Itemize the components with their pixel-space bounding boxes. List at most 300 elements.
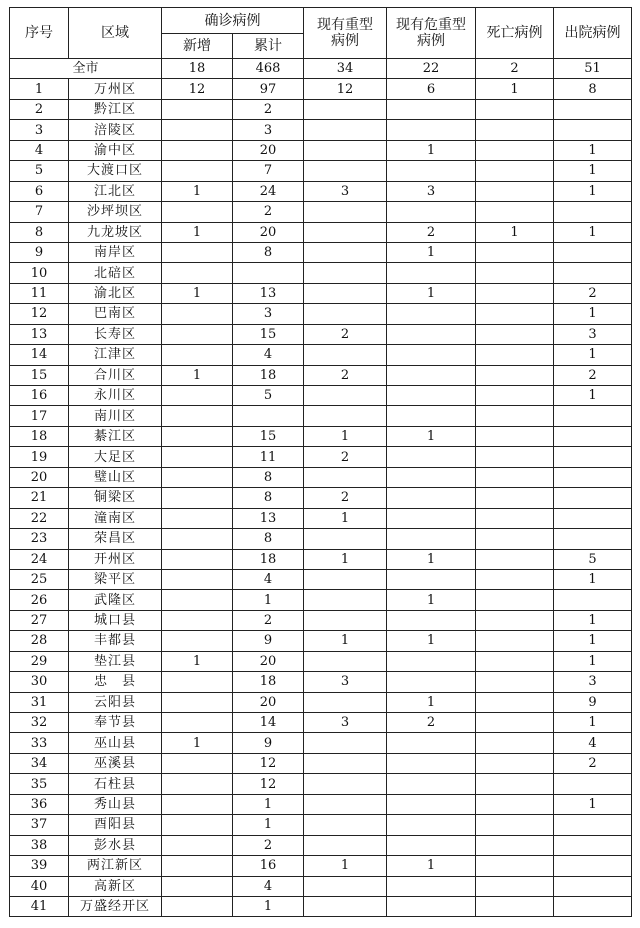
cell-total: 3 (233, 304, 304, 324)
header-total: 累计 (233, 34, 304, 59)
table-body (10, 59, 632, 917)
cell-new: 1 (162, 733, 233, 753)
cell-discharged: 1 (554, 651, 632, 671)
cell-new (162, 242, 233, 262)
cell-total: 5 (233, 386, 304, 406)
cell-seq: 22 (10, 508, 69, 528)
cell-region: 永川区 (69, 386, 162, 406)
cell-severe (304, 651, 387, 671)
cell-region: 梁平区 (69, 569, 162, 589)
cell-region: 北碚区 (69, 263, 162, 283)
cell-discharged: 3 (554, 324, 632, 344)
cell-critical (387, 120, 476, 140)
cell-critical (387, 529, 476, 549)
cell-severe: 1 (304, 856, 387, 876)
table-row (10, 529, 632, 549)
cell-region: 酉阳县 (69, 815, 162, 835)
cell-discharged: 1 (554, 161, 632, 181)
covid-case-table (9, 7, 632, 917)
cell-critical (387, 569, 476, 589)
summary-critical: 22 (387, 59, 476, 79)
cell-seq: 3 (10, 120, 69, 140)
cell-region: 城口县 (69, 610, 162, 630)
cell-critical: 6 (387, 79, 476, 99)
cell-critical (387, 263, 476, 283)
cell-death: 1 (476, 222, 554, 242)
cell-total: 8 (233, 242, 304, 262)
cell-seq: 17 (10, 406, 69, 426)
table-row (10, 651, 632, 671)
cell-discharged (554, 835, 632, 855)
cell-region: 忠 县 (69, 672, 162, 692)
cell-death (476, 467, 554, 487)
table-row (10, 876, 632, 896)
cell-discharged: 1 (554, 222, 632, 242)
cell-discharged (554, 263, 632, 283)
cell-death (476, 835, 554, 855)
cell-region: 铜梁区 (69, 488, 162, 508)
cell-total: 9 (233, 733, 304, 753)
cell-death (476, 263, 554, 283)
cell-discharged (554, 590, 632, 610)
cell-death (476, 590, 554, 610)
cell-death (476, 610, 554, 630)
cell-discharged: 2 (554, 753, 632, 773)
cell-discharged (554, 406, 632, 426)
table-row (10, 222, 632, 242)
cell-region: 大渡口区 (69, 161, 162, 181)
cell-seq: 40 (10, 876, 69, 896)
cell-new: 12 (162, 79, 233, 99)
cell-discharged: 3 (554, 672, 632, 692)
cell-severe (304, 467, 387, 487)
cell-death (476, 733, 554, 753)
cell-region: 长寿区 (69, 324, 162, 344)
cell-critical (387, 161, 476, 181)
cell-seq: 39 (10, 856, 69, 876)
summary-severe: 34 (304, 59, 387, 79)
table-row (10, 181, 632, 201)
cell-discharged (554, 242, 632, 262)
cell-seq: 37 (10, 815, 69, 835)
cell-severe (304, 896, 387, 916)
cell-death (476, 549, 554, 569)
cell-discharged: 1 (554, 713, 632, 733)
summary-row (10, 59, 632, 79)
header-discharged: 出院病例 (554, 8, 632, 59)
cell-total: 8 (233, 467, 304, 487)
header-death: 死亡病例 (476, 8, 554, 59)
cell-discharged (554, 815, 632, 835)
cell-total: 4 (233, 569, 304, 589)
cell-region: 云阳县 (69, 692, 162, 712)
cell-total: 20 (233, 140, 304, 160)
cell-critical (387, 672, 476, 692)
cell-death (476, 794, 554, 814)
cell-discharged (554, 508, 632, 528)
cell-seq: 20 (10, 467, 69, 487)
cell-discharged: 2 (554, 365, 632, 385)
table-row (10, 161, 632, 181)
cell-region: 江北区 (69, 181, 162, 201)
cell-seq: 6 (10, 181, 69, 201)
cell-new (162, 549, 233, 569)
cell-severe: 2 (304, 447, 387, 467)
cell-death (476, 181, 554, 201)
cell-severe: 1 (304, 426, 387, 446)
cell-discharged: 5 (554, 549, 632, 569)
cell-critical (387, 651, 476, 671)
cell-new (162, 202, 233, 222)
table-row (10, 856, 632, 876)
cell-critical (387, 508, 476, 528)
cell-total: 15 (233, 324, 304, 344)
cell-total: 20 (233, 222, 304, 242)
cell-total: 2 (233, 835, 304, 855)
cell-critical (387, 815, 476, 835)
cell-total: 18 (233, 672, 304, 692)
cell-region: 合川区 (69, 365, 162, 385)
cell-seq: 30 (10, 672, 69, 692)
table-row (10, 549, 632, 569)
cell-death (476, 876, 554, 896)
cell-seq: 8 (10, 222, 69, 242)
cell-critical: 2 (387, 222, 476, 242)
cell-new (162, 529, 233, 549)
cell-death (476, 283, 554, 303)
cell-seq: 19 (10, 447, 69, 467)
cell-total: 97 (233, 79, 304, 99)
cell-seq: 1 (10, 79, 69, 99)
cell-death (476, 488, 554, 508)
cell-discharged: 1 (554, 631, 632, 651)
cell-region: 垫江县 (69, 651, 162, 671)
cell-critical (387, 447, 476, 467)
table-row (10, 324, 632, 344)
cell-total: 8 (233, 488, 304, 508)
summary-discharged: 51 (554, 59, 632, 79)
cell-severe (304, 161, 387, 181)
cell-severe (304, 774, 387, 794)
cell-total: 13 (233, 508, 304, 528)
cell-region: 万州区 (69, 79, 162, 99)
cell-new (162, 406, 233, 426)
cell-critical (387, 99, 476, 119)
cell-new (162, 774, 233, 794)
cell-severe (304, 610, 387, 630)
table-row (10, 692, 632, 712)
cell-seq: 7 (10, 202, 69, 222)
cell-total: 12 (233, 774, 304, 794)
cell-critical: 1 (387, 283, 476, 303)
cell-total: 20 (233, 651, 304, 671)
table-row (10, 263, 632, 283)
cell-severe (304, 406, 387, 426)
cell-total: 11 (233, 447, 304, 467)
cell-total: 2 (233, 610, 304, 630)
cell-discharged: 1 (554, 304, 632, 324)
cell-new (162, 835, 233, 855)
cell-critical (387, 876, 476, 896)
cell-death (476, 856, 554, 876)
header-new: 新增 (162, 34, 233, 59)
cell-critical: 1 (387, 140, 476, 160)
cell-seq: 26 (10, 590, 69, 610)
table-row (10, 610, 632, 630)
table-row (10, 753, 632, 773)
table-row (10, 815, 632, 835)
cell-severe: 2 (304, 488, 387, 508)
cell-region: 璧山区 (69, 467, 162, 487)
cell-discharged (554, 426, 632, 446)
cell-critical (387, 610, 476, 630)
cell-discharged: 8 (554, 79, 632, 99)
cell-discharged: 2 (554, 283, 632, 303)
cell-severe (304, 263, 387, 283)
cell-death (476, 529, 554, 549)
cell-seq: 29 (10, 651, 69, 671)
cell-seq: 10 (10, 263, 69, 283)
header-severe: 现有重型 病例 (304, 8, 387, 59)
cell-total: 2 (233, 99, 304, 119)
cell-new (162, 856, 233, 876)
cell-total: 24 (233, 181, 304, 201)
cell-seq: 11 (10, 283, 69, 303)
cell-death (476, 651, 554, 671)
cell-severe (304, 283, 387, 303)
cell-critical (387, 324, 476, 344)
table-row (10, 447, 632, 467)
cell-death (476, 140, 554, 160)
cell-new: 1 (162, 222, 233, 242)
cell-critical (387, 835, 476, 855)
cell-total: 4 (233, 345, 304, 365)
table-row (10, 283, 632, 303)
summary-death: 2 (476, 59, 554, 79)
table-row (10, 794, 632, 814)
table-row (10, 508, 632, 528)
cell-severe (304, 753, 387, 773)
cell-death (476, 753, 554, 773)
cell-death (476, 99, 554, 119)
cell-critical: 1 (387, 631, 476, 651)
table-row (10, 713, 632, 733)
cell-discharged: 9 (554, 692, 632, 712)
cell-critical: 1 (387, 549, 476, 569)
cell-critical (387, 386, 476, 406)
cell-region: 高新区 (69, 876, 162, 896)
cell-severe (304, 202, 387, 222)
table-row (10, 386, 632, 406)
table-row (10, 467, 632, 487)
table-row (10, 896, 632, 916)
cell-total: 15 (233, 426, 304, 446)
cell-seq: 24 (10, 549, 69, 569)
cell-region: 丰都县 (69, 631, 162, 651)
cell-new (162, 692, 233, 712)
cell-seq: 41 (10, 896, 69, 916)
cell-discharged (554, 488, 632, 508)
cell-discharged (554, 202, 632, 222)
cell-seq: 35 (10, 774, 69, 794)
cell-region: 潼南区 (69, 508, 162, 528)
cell-critical (387, 896, 476, 916)
cell-severe (304, 835, 387, 855)
cell-region: 武隆区 (69, 590, 162, 610)
cell-new (162, 508, 233, 528)
cell-discharged (554, 774, 632, 794)
cell-seq: 13 (10, 324, 69, 344)
table-row (10, 365, 632, 385)
cell-new (162, 569, 233, 589)
cell-death (476, 774, 554, 794)
cell-seq: 36 (10, 794, 69, 814)
cell-death (476, 202, 554, 222)
cell-new: 1 (162, 651, 233, 671)
cell-region: 巴南区 (69, 304, 162, 324)
cell-severe: 2 (304, 324, 387, 344)
cell-seq: 23 (10, 529, 69, 549)
header-region: 区域 (69, 8, 162, 59)
cell-new (162, 263, 233, 283)
cell-death (476, 345, 554, 365)
cell-new (162, 99, 233, 119)
cell-new (162, 753, 233, 773)
cell-death (476, 692, 554, 712)
cell-discharged: 4 (554, 733, 632, 753)
cell-severe (304, 386, 387, 406)
cell-new: 1 (162, 181, 233, 201)
cell-discharged: 1 (554, 345, 632, 365)
cell-severe: 1 (304, 631, 387, 651)
cell-death (476, 896, 554, 916)
cell-seq: 33 (10, 733, 69, 753)
cell-death (476, 406, 554, 426)
cell-seq: 31 (10, 692, 69, 712)
cell-seq: 15 (10, 365, 69, 385)
cell-seq: 18 (10, 426, 69, 446)
cell-severe: 3 (304, 672, 387, 692)
cell-region: 江津区 (69, 345, 162, 365)
cell-death (476, 713, 554, 733)
cell-seq: 12 (10, 304, 69, 324)
cell-region: 开州区 (69, 549, 162, 569)
cell-critical (387, 202, 476, 222)
cell-seq: 21 (10, 488, 69, 508)
cell-new (162, 426, 233, 446)
cell-death (476, 569, 554, 589)
cell-new (162, 140, 233, 160)
cell-discharged: 1 (554, 610, 632, 630)
cell-discharged: 1 (554, 794, 632, 814)
cell-region: 秀山县 (69, 794, 162, 814)
cell-discharged: 1 (554, 181, 632, 201)
header-seq: 序号 (10, 8, 69, 59)
cell-severe (304, 242, 387, 262)
cell-severe (304, 345, 387, 365)
cell-new (162, 672, 233, 692)
cell-death (476, 161, 554, 181)
cell-severe (304, 590, 387, 610)
cell-death (476, 672, 554, 692)
cell-region: 石柱县 (69, 774, 162, 794)
cell-severe (304, 815, 387, 835)
cell-death (476, 447, 554, 467)
cell-discharged (554, 120, 632, 140)
cell-region: 南岸区 (69, 242, 162, 262)
cell-seq: 9 (10, 242, 69, 262)
cell-new (162, 120, 233, 140)
cell-region: 九龙坡区 (69, 222, 162, 242)
cell-total: 18 (233, 365, 304, 385)
table-row (10, 488, 632, 508)
cell-discharged (554, 447, 632, 467)
cell-new (162, 876, 233, 896)
cell-total: 8 (233, 529, 304, 549)
cell-discharged (554, 896, 632, 916)
table-row (10, 345, 632, 365)
cell-region: 巫山县 (69, 733, 162, 753)
cell-severe (304, 99, 387, 119)
cell-total: 1 (233, 590, 304, 610)
cell-new (162, 631, 233, 651)
cell-discharged: 1 (554, 569, 632, 589)
cell-new (162, 386, 233, 406)
cell-seq: 34 (10, 753, 69, 773)
cell-total: 16 (233, 856, 304, 876)
cell-region: 渝北区 (69, 283, 162, 303)
cell-total: 1 (233, 794, 304, 814)
cell-death (476, 304, 554, 324)
table-row (10, 202, 632, 222)
cell-severe: 1 (304, 508, 387, 528)
summary-label: 全市 (10, 59, 162, 79)
cell-region: 两江新区 (69, 856, 162, 876)
table-row (10, 140, 632, 160)
cell-region: 沙坪坝区 (69, 202, 162, 222)
cell-total: 1 (233, 896, 304, 916)
cell-region: 奉节县 (69, 713, 162, 733)
table-row (10, 733, 632, 753)
table-row (10, 590, 632, 610)
cell-critical: 1 (387, 590, 476, 610)
cell-total: 9 (233, 631, 304, 651)
cell-critical (387, 774, 476, 794)
summary-total: 468 (233, 59, 304, 79)
table-row (10, 79, 632, 99)
cell-new (162, 324, 233, 344)
cell-region: 大足区 (69, 447, 162, 467)
cell-severe (304, 733, 387, 753)
cell-region: 荣昌区 (69, 529, 162, 549)
cell-death (476, 324, 554, 344)
cell-total (233, 263, 304, 283)
cell-region: 南川区 (69, 406, 162, 426)
cell-total: 13 (233, 283, 304, 303)
cell-discharged (554, 529, 632, 549)
cell-death (476, 365, 554, 385)
cell-new (162, 815, 233, 835)
cell-new (162, 161, 233, 181)
header-confirmed: 确诊病例 (162, 8, 304, 34)
table-row (10, 672, 632, 692)
table-row (10, 569, 632, 589)
cell-critical: 1 (387, 242, 476, 262)
cell-new: 1 (162, 365, 233, 385)
cell-region: 巫溪县 (69, 753, 162, 773)
cell-critical: 2 (387, 713, 476, 733)
cell-severe: 2 (304, 365, 387, 385)
